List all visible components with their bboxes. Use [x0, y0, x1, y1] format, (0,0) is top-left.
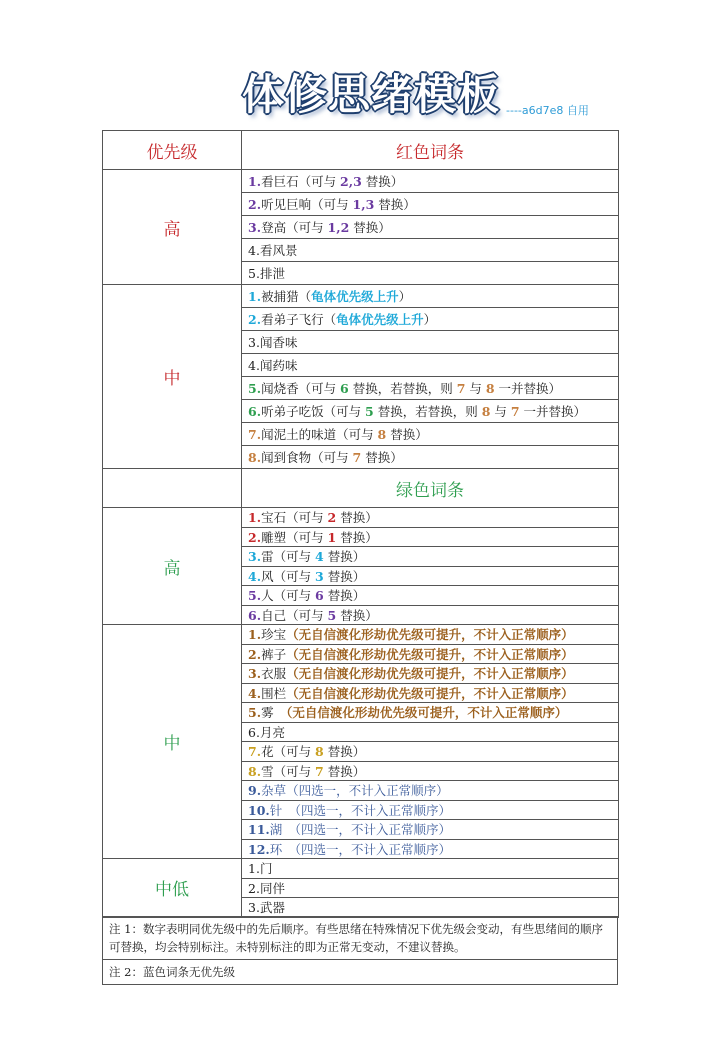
list-item: 1.门: [242, 859, 619, 879]
table-row: [103, 508, 619, 528]
list-item: 1.珍宝（无自信渡化形劫优先级可提升，不计入正常顺序）: [242, 625, 619, 645]
list-item: 7.花（可与 8 替换）: [242, 742, 619, 762]
list-item: 5.闻烧香（可与 6 替换，若替换，则 7 与 8 一并替换）: [242, 377, 619, 400]
list-item: 5.排泄: [242, 262, 619, 285]
list-item: 12.环 （四选一，不计入正常顺序）: [242, 839, 619, 859]
green-entries-header: 绿色词条: [242, 469, 619, 508]
list-item: 2.裤子（无自信渡化形劫优先级可提升，不计入正常顺序）: [242, 644, 619, 664]
list-item: 7.闻泥土的味道（可与 8 替换）: [242, 423, 619, 446]
list-item: 3.登高（可与 1,2 替换）: [242, 216, 619, 239]
list-item: 8.雪（可与 7 替换）: [242, 761, 619, 781]
note-2: 注 2：蓝色词条无优先级: [103, 960, 618, 985]
list-item: 10.针 （四选一，不计入正常顺序）: [242, 800, 619, 820]
header-row: [103, 131, 619, 170]
list-item: 4.围栏（无自信渡化形劫优先级可提升，不计入正常顺序）: [242, 683, 619, 703]
level-mid-green: 中: [103, 625, 242, 859]
title-area: [0, 62, 720, 122]
list-item: 3.武器: [242, 898, 619, 918]
priority-header: 优先级: [103, 131, 242, 170]
list-item: 2.听见巨响（可与 1,3 替换）: [242, 193, 619, 216]
level-midlow-green: 中低: [103, 859, 242, 918]
list-item: 4.闻药味: [242, 354, 619, 377]
red-entries-header: 红色词条: [242, 131, 619, 170]
list-item: 9.杂草（四选一，不计入正常顺序）: [242, 781, 619, 801]
list-item: 1.被捕猎（龟体优先级上升）: [242, 285, 619, 308]
list-item: 5.雾 （无自信渡化形劫优先级可提升，不计入正常顺序）: [242, 703, 619, 723]
list-item: 3.衣服（无自信渡化形劫优先级可提升，不计入正常顺序）: [242, 664, 619, 684]
thought-template-table: [102, 130, 619, 918]
level-high-green: 高: [103, 508, 242, 625]
list-item: 8.闻到食物（可与 7 替换）: [242, 446, 619, 469]
level-mid-red: 中: [103, 285, 242, 469]
list-item: 5.人（可与 6 替换）: [242, 586, 619, 606]
list-item: 6.自己（可与 5 替换）: [242, 605, 619, 625]
list-item: 3.雷（可与 4 替换）: [242, 547, 619, 567]
empty-cell: [103, 469, 242, 508]
header-row: [103, 469, 619, 508]
list-item: 4.风（可与 3 替换）: [242, 566, 619, 586]
note-1: 注 1：数字表明同优先级中的先后顺序。有些思绪在特殊情况下优先级会变动，有些思绪间的顺序可替换，均会特别标注。未特别标注的即为正常无变动，不建议替换。: [103, 917, 618, 960]
level-high-red: 高: [103, 170, 242, 285]
list-item: 4.看风景: [242, 239, 619, 262]
list-item: 6.月亮: [242, 722, 619, 742]
list-item: 6.听弟子吃饭（可与 5 替换，若替换，则 8 与 7 一并替换）: [242, 400, 619, 423]
list-item: 3.闻香味: [242, 331, 619, 354]
notes-table: [102, 916, 618, 985]
table-row: [103, 285, 619, 308]
list-item: 2.同伴: [242, 878, 619, 898]
list-item: 2.雕塑（可与 1 替换）: [242, 527, 619, 547]
table-row: [103, 859, 619, 879]
list-item: 1.宝石（可与 2 替换）: [242, 508, 619, 528]
list-item: 2.看弟子飞行（龟体优先级上升）: [242, 308, 619, 331]
page-title: 体修思绪模板: [242, 70, 501, 119]
list-item: 11.湖 （四选一，不计入正常顺序）: [242, 820, 619, 840]
list-item: 1.看巨石（可与 2,3 替换）: [242, 170, 619, 193]
table-row: [103, 170, 619, 193]
author-credit: ----a6d7e8 自用: [506, 104, 589, 117]
table-row: [103, 625, 619, 645]
